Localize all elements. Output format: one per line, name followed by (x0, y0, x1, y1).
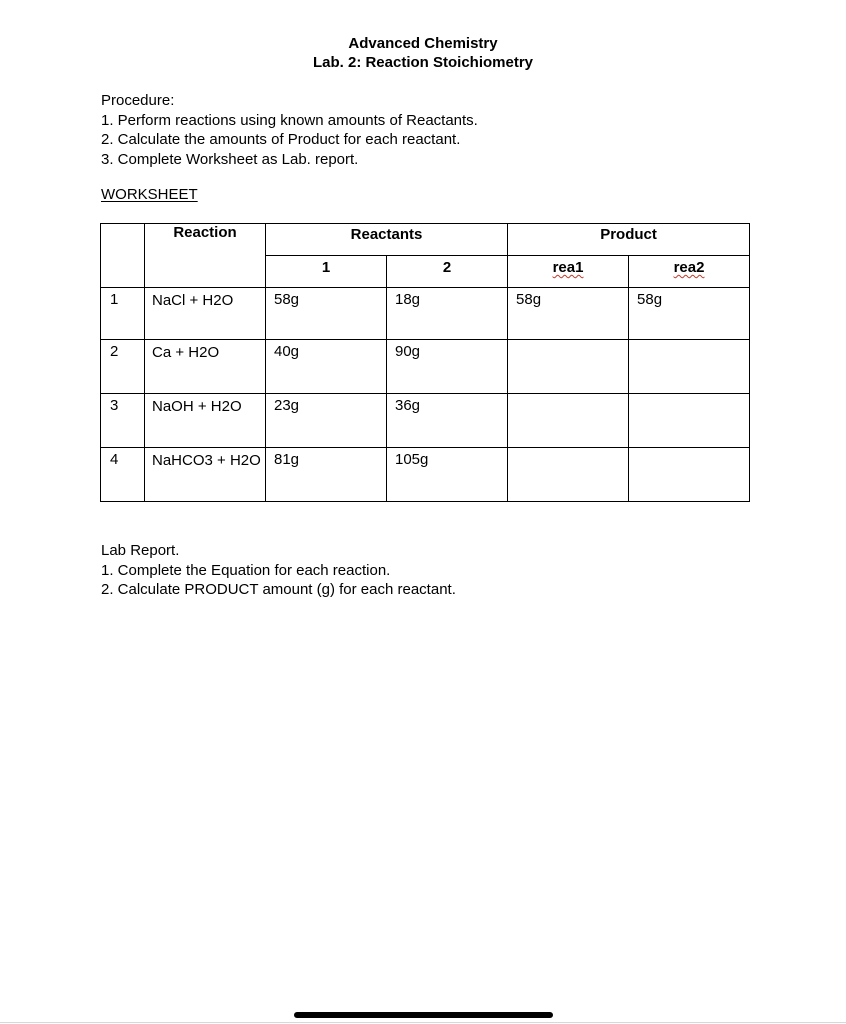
procedure-step: 1. Perform reactions using known amounts of Reactants. (101, 111, 478, 129)
header-product: Product (508, 224, 750, 256)
row-reaction: NaHCO3 + H2O (145, 448, 266, 502)
header-reactants: Reactants (266, 224, 508, 256)
document-title: Advanced Chemistry (348, 35, 498, 52)
row-product-1 (508, 340, 629, 394)
header-product-2-label: rea2 (673, 259, 705, 276)
row-product-1 (508, 394, 629, 448)
row-reactant-2: 105g (387, 448, 508, 502)
row-product-1: 58g (508, 288, 629, 340)
header-product-2 (629, 256, 750, 288)
row-reaction: NaOH + H2O (145, 394, 266, 448)
document-subtitle: Lab. 2: Reaction Stoichiometry (312, 54, 534, 71)
header-number-cell (101, 224, 145, 288)
home-indicator-bar[interactable] (294, 1012, 553, 1018)
row-reactant-2: 18g (387, 288, 508, 340)
table-header-row (101, 224, 750, 256)
row-reactant-1: 23g (266, 394, 387, 448)
header-product-1 (508, 256, 629, 288)
header-reactant-1: 1 (266, 256, 387, 288)
row-reactant-2: 90g (387, 340, 508, 394)
row-reactant-1: 58g (266, 288, 387, 340)
row-reaction: NaCl + H2O (145, 288, 266, 340)
table-row (101, 448, 750, 502)
header-reaction: Reaction (145, 224, 266, 288)
row-reactant-1: 81g (266, 448, 387, 502)
bottom-divider (0, 1022, 846, 1023)
worksheet-table (100, 223, 750, 502)
procedure-step: 3. Complete Worksheet as Lab. report. (101, 150, 359, 168)
header-product-1-label: rea1 (552, 259, 584, 276)
row-reaction: Ca + H2O (145, 340, 266, 394)
row-product-2 (629, 340, 750, 394)
table-row (101, 394, 750, 448)
row-product-2: 58g (629, 288, 750, 340)
row-number: 2 (101, 340, 145, 394)
row-product-2 (629, 448, 750, 502)
lab-report-heading: Lab Report. (101, 542, 180, 559)
lab-report-section (101, 541, 456, 600)
lab-report-step: 2. Calculate PRODUCT amount (g) for each reactant. (101, 581, 456, 598)
procedure-heading: Procedure: (101, 92, 175, 109)
row-reactant-1: 40g (266, 340, 387, 394)
row-number: 1 (101, 288, 145, 340)
lab-report-step: 1. Complete the Equation for each reaction. (101, 561, 391, 579)
document-header (0, 34, 846, 72)
worksheet-label: WORKSHEET (101, 186, 198, 203)
row-product-2 (629, 394, 750, 448)
table-row (101, 288, 750, 340)
row-product-1 (508, 448, 629, 502)
row-number: 3 (101, 394, 145, 448)
table-row (101, 340, 750, 394)
procedure-step: 2. Calculate the amounts of Product for each reactant. (101, 131, 461, 148)
header-reactant-2: 2 (387, 256, 508, 288)
procedure-section (101, 91, 478, 169)
row-number: 4 (101, 448, 145, 502)
row-reactant-2: 36g (387, 394, 508, 448)
